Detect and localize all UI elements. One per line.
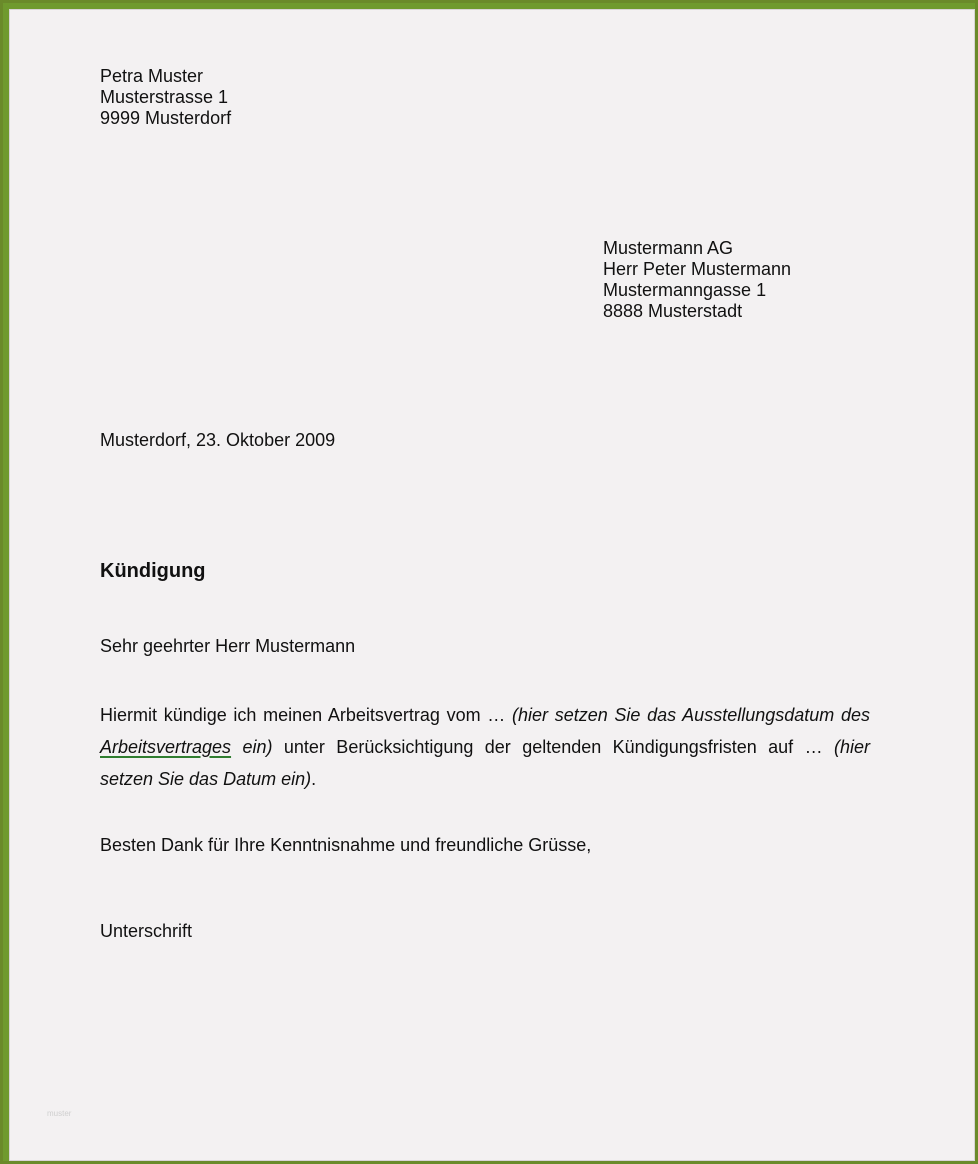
signature-line: Unterschrift (100, 921, 193, 941)
recipient-address (603, 238, 791, 322)
recipient-person: Herr Peter Mustermann (603, 259, 792, 279)
date-line: Musterdorf, 23. Oktober 2009 (100, 430, 336, 450)
sender-city: 9999 Musterdorf (100, 108, 232, 128)
body-text-3: . (311, 769, 317, 789)
closing-line: Besten Dank für Ihre Kenntnisnahme und freundliche Grüsse, (100, 835, 592, 855)
letter-subject: Kündigung (100, 560, 206, 582)
salutation: Sehr geehrter Herr Mustermann (100, 636, 356, 656)
body-italic-1: (hier setzen Sie das Ausstellungsdatum des (512, 705, 870, 725)
sender-address (100, 66, 231, 129)
recipient-city: 8888 Musterstadt (603, 301, 743, 321)
body-italic-2: (hier setzen Sie das Datum ein) (100, 737, 870, 789)
sender-street: Musterstrasse 1 (100, 87, 229, 107)
letter-body (100, 699, 870, 795)
body-italic-1-end: ein) (231, 737, 273, 757)
body-text-1: Hiermit kündige ich meinen Arbeitsvertrag vom … (100, 705, 512, 725)
watermark-text: muster (47, 1109, 72, 1118)
sender-name: Petra Muster (100, 66, 204, 86)
recipient-company: Mustermann AG (603, 238, 734, 258)
recipient-street: Mustermanngasse 1 (603, 280, 767, 300)
body-text-2: unter Berücksichtigung der geltenden Kündigungsfristen auf … (272, 737, 834, 757)
body-italic-underlined: Arbeitsvertrages (100, 737, 232, 757)
letter-page (9, 9, 975, 1161)
